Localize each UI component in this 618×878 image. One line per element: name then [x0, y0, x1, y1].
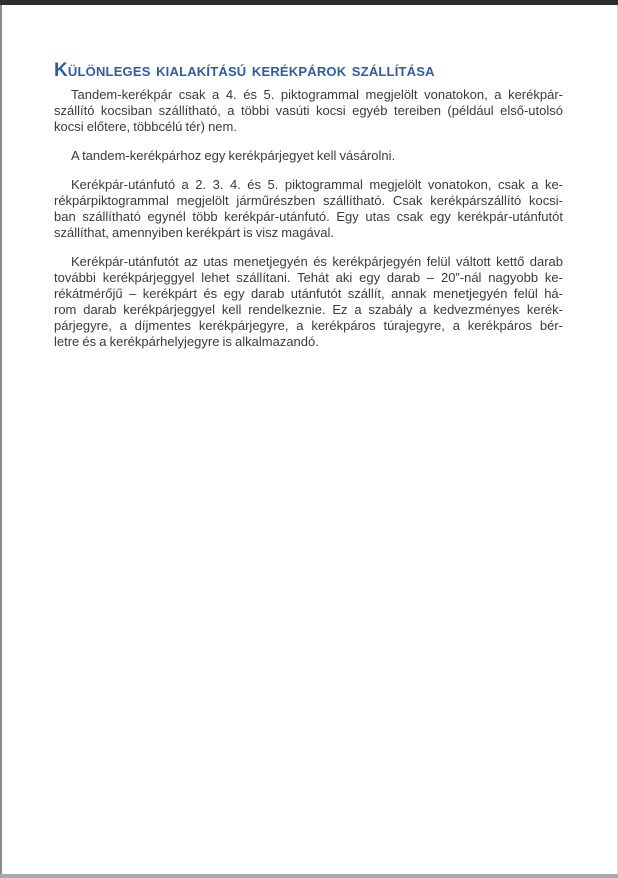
text-line: Kerékpár-utánfutót az utas menetjegyén és kerékpárjegyén felül váltott kettő darab [71, 254, 563, 269]
page-title: Különleges kialakítású kerékpárok szállítása [54, 60, 435, 81]
text-line: ban szállítható egynél több kerékpár-utánfutó. Egy utas csak egy kerékpár-utánfutót [54, 209, 563, 224]
text-line: szállító kocsiban szállítható, a többi vasúti kocsi egyéb tereiben (például első-utolsó [54, 103, 563, 118]
text-line: rom darab kerékpárjeggyel kell rendelkeznie. Ez a szabály a kedvezményes kerék- [54, 302, 563, 317]
text-line: kocsi előtere, többcélú tér) nem. [54, 119, 237, 134]
text-line: rékpárpiktogrammal megjelölt járműrészben szállítható. Csak kerékpárszállító kocsi- [54, 193, 563, 208]
text-line: további kerékpárjeggyel lehet szállítani. Tehát aki egy darab – 20”-nál nagyobb ke- [54, 270, 563, 285]
text-line: A tandem-kerékpárhoz egy kerékpárjegyet kell vásárolni. [71, 148, 396, 163]
paragraph [54, 148, 563, 164]
text-line: rékátmérőjű – kerékpárt és egy darab utánfutót szállít, annak menetjegyén felül há- [54, 286, 563, 301]
paragraph [54, 177, 563, 241]
text-line: letre és a kerékpárhelyjegyre is alkalmazandó. [54, 334, 319, 349]
paragraph [54, 87, 563, 135]
text-line: szállíthat, amennyiben kerékpárt is visz magával. [54, 225, 335, 240]
text-line: Tandem-kerékpár csak a 4. és 5. piktogrammal megjelölt vonatokon, a kerékpár- [71, 87, 563, 102]
scan-bottom-edge [0, 874, 618, 878]
paragraph [54, 254, 563, 350]
text-line: párjegyre, a díjmentes kerékpárjegyre, a kerékpáros túrajegyre, a kerékpáros bér- [54, 318, 563, 333]
scan-top-edge [0, 0, 618, 5]
body-text [54, 87, 563, 350]
page-content [54, 59, 563, 363]
scan-left-edge [0, 5, 2, 874]
text-line: Kerékpár-utánfutó a 2. 3. 4. és 5. piktogrammal megjelölt vonatokon, csak a ke- [71, 177, 563, 192]
